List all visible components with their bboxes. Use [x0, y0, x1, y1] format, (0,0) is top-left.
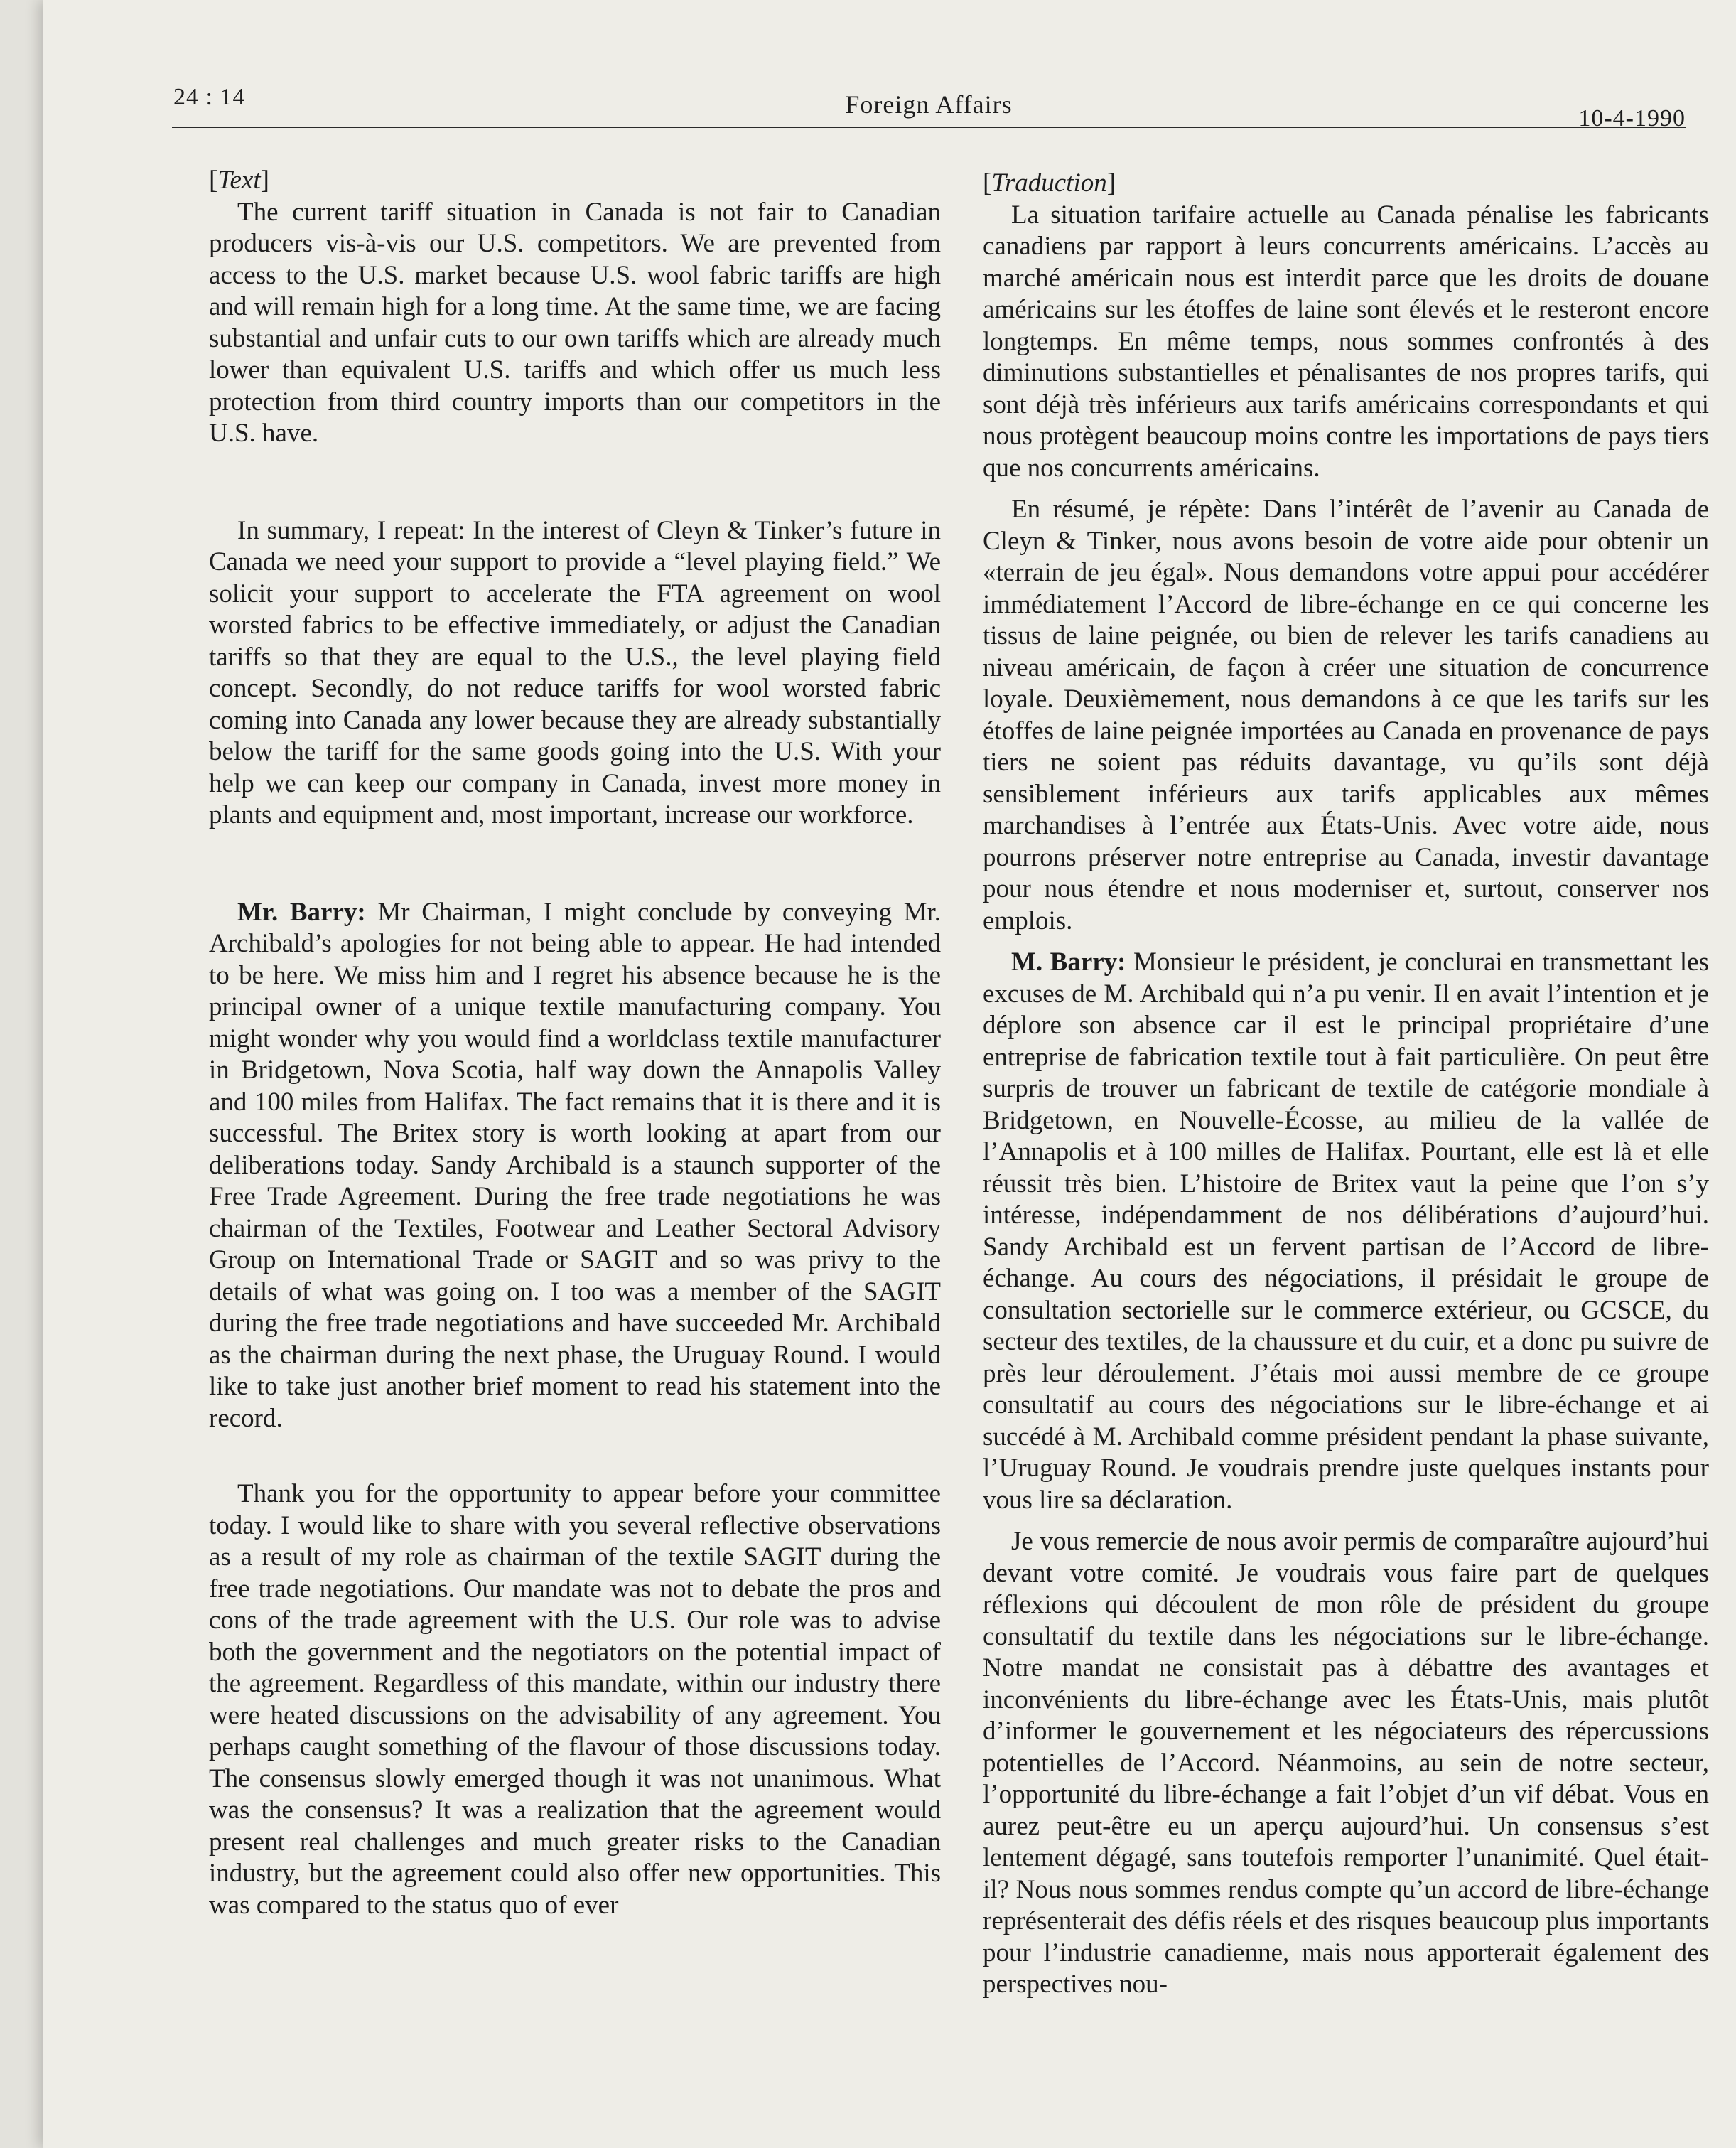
- label-bracket-close: ]: [260, 166, 269, 195]
- label-bracket-close: ]: [1106, 168, 1116, 198]
- french-paragraph-2: En résumé, je répète: Dans l’intérêt de l’avenir au Canada de Cleyn & Tinker, nous avons besoin de votre aide pour obtenir un «terrain de jeu égal». Nous demandons votre appui pour accédérer immédiatement l’Accord de libre-échange en ce qui concerne les tissus de laine peignée, ou bien de relever les tarifs canadiens au niveau américain, de façon à créer une situation de concurrence loyale. Deuxièmement, nous demandons à ce que les tarifs sur les étoffes de laine peignée importées au Canada en provenance de pays tiers ne soient pas réduits davantage, vu qu’ils sont déjà sensiblement inférieurs aux tarifs applicables aux mêmes marchandises à l’entrée aux États-Unis. Avec votre aide, nous pourrons préserver notre entreprise au Canada, investir davantage pour nous étendre et nous moderniser et, surtout, conserver nos emplois.: [983, 495, 1709, 935]
- page-reference: 24 : 14: [173, 84, 246, 110]
- paragraph-spacer: [209, 450, 941, 515]
- english-paragraph-1: The current tariff situation in Canada is not fair to Canadian producers vis-à-vis our U.S. competitors. We are prevented from access to the U.S. market because U.S. wool fabric tariffs are high and will remain high for a long time. At the same time, we are facing substantial and unfair cuts to our own tariffs which are already much lower than equivalent U.S. tariffs and which offer us much less protection from third country imports than our competitors in the U.S. have.: [209, 197, 941, 448]
- section-label-text: [209, 165, 941, 197]
- section-label-traduction: [983, 168, 1709, 200]
- french-paragraph-4: Je vous remercie de nous avoir permis de comparaître aujourd’hui devant votre comité. Je voudrais vous faire part de quelques réflexions qui découlent de mon rôle de président du groupe consultatif du textile dans les négociations sur le libre-échange. Notre mandat ne consistait pas à débattre des avantages et inconvénients du libre-échange avec les États-Unis, mais plutôt d’informer le gouvernement et les négociateurs des répercussions potentielles de l’Accord. Néanmoins, au sein de notre secteur, l’opportunité du libre-échange a fait l’objet d’un vif débat. Vous en aurez peut-être eu un aperçu aujourd’hui. Un consensus s’est lentement dégagé, sans toutefois remporter l’unanimité. Quel était-il? Nous nous sommes rendus compte qu’un accord de libre-échange représenterait des défis réels et des risques beaucoup plus importants pour l’industrie canadienne, mais nous apporterait également des perspectives nou-: [983, 1527, 1709, 1999]
- french-column: [983, 168, 1709, 2001]
- document-page: [43, 0, 1736, 2148]
- paragraph-spacer: [209, 1434, 941, 1478]
- english-paragraph-2: In summary, I repeat: In the interest of Cleyn & Tinker’s future in Canada we need your support to provide a “level playing field.” We solicit your support to accelerate the FTA agreement on wool worsted fabrics to be effective immediately, or adjust the Canadian tariffs so that they are equal to the U.S., the level playing field concept. Secondly, do not reduce tariffs for wool worsted fabric coming into Canada any lower because they are already substantially below the tariff for the same goods going into the U.S. With your help we can keep our company in Canada, invest more money in plants and equipment and, most important, increase our workforce.: [209, 515, 941, 829]
- speech-text: Mr Chairman, I might conclude by conveying Mr. Archibald’s apologies for not being able to appear. He had intended to be here. We miss him and I regret his absence because he is the principal owner of a unique textile manufacturing company. You might wonder why you would find a worldclass textile manufacturer in Bridgetown, Nova Scotia, half way down the Annapolis Valley and 100 miles from Halifax. The fact remains that it is there and it is successful. The Britex story is worth looking at apart from our deliberations today. Sandy Archibald is a staunch supporter of the Free Trade Agreement. During the free trade negotiations he was chairman of the Textiles, Footwear and Leather Sectoral Advisory Group on International Trade or SAGIT and so was privy to the details of what was going on. I too was a member of the SAGIT during the free trade negotiations and have succeeded Mr. Archibald as the chairman during the next phase, the Uruguay Round. I would like to take just another brief moment to read his statement into the record.: [209, 897, 942, 1433]
- speaker-name: Mr. Barry:: [237, 897, 366, 927]
- paragraph-spacer: [983, 1516, 1709, 1526]
- speech-text: Monsieur le président, je conclurai en transmettant les excuses de M. Archibald qui n’a pu venir. Il en avait l’intention et je déplore son absence car il est le principal propriétaire d’une entreprise de fabrication textile tout à fait particulière. On peut être surpris de trouver un fabricant de textile de catégorie mondiale à Bridgetown, en Nouvelle-Écosse, au milieu de la vallée de l’Annapolis et à 100 milles de Halifax. Pourtant, elle est là et elle réussit très bien. L’histoire de Britex vaut la peine que l’on s’y intéresse, indépendamment de nos délibérations d’aujourd’hui. Sandy Archibald est un fervent partisan de l’Accord de libre-échange. Au cours des négociations, il présidait le groupe de consultation sectorielle sur le commerce extérieur, ou GCSCE, du secteur des textiles, de la chaussure et du cuir, et a donc pu suivre de près leur déroulement. J’étais moi aussi membre de ce groupe consultatif au cours des négociations sur le libre-échange et ai succédé à M. Archibald comme président pendant la phase suivante, l’Uruguay Round. Je voudrais prendre juste quelques instants pour vous lire sa déclaration.: [983, 947, 1709, 1515]
- label-bracket-open: [: [983, 168, 992, 198]
- paragraph-spacer: [209, 832, 941, 897]
- page-date: 10-4-1990: [1578, 105, 1686, 131]
- paragraph-spacer: [983, 484, 1709, 494]
- label-bracket-open: [: [209, 166, 218, 195]
- header-rule: [172, 127, 1686, 128]
- french-paragraph-1: La situation tarifaire actuelle au Canada pénalise les fabricants canadiens par rapport à leurs concurrents américains. L’accès au marché américain nous est interdit parce que les droits de douane américains sur les étoffes de laine sont élevés et le resteront encore longtemps. En même temps, nous sommes confrontés à des diminutions substantielles et pénalisantes de nos propres tarifs, qui sont déjà très inférieurs aux tarifs américains correspondants et qui nous protègent beaucoup moins contre les importations de pays tiers que nos concurrents américains.: [983, 200, 1709, 483]
- publication-title: Foreign Affairs: [845, 90, 1013, 119]
- french-paragraph-3: [983, 947, 1709, 1516]
- speaker-name: M. Barry:: [1011, 947, 1126, 977]
- english-column: [209, 165, 941, 1921]
- english-paragraph-4: Thank you for the opportunity to appear before your committee today. I would like to share with you several reflective observations as a result of my role as chairman of the textile SAGIT during the free trade negotiations. Our mandate was not to debate the pros and cons of the trade agreement with the U.S. Our role was to advise both the government and the negotiators on the potential impact of the agreement. Regardless of this mandate, within our industry there were heated discussions on the advisability of any agreement. You perhaps caught something of the flavour of those discussions today. The consensus slowly emerged though it was not unanimous. What was the consensus? It was a realization that the agreement would present real challenges and much greater risks to the Canadian industry, but the agreement could also offer new opportunities. This was compared to the status quo of ever: [209, 1479, 941, 1920]
- page-header: [172, 78, 1686, 135]
- label-text: Traduction: [991, 168, 1107, 198]
- english-paragraph-3: [209, 897, 941, 1435]
- paragraph-spacer: [983, 937, 1709, 947]
- label-text: Text: [217, 166, 261, 195]
